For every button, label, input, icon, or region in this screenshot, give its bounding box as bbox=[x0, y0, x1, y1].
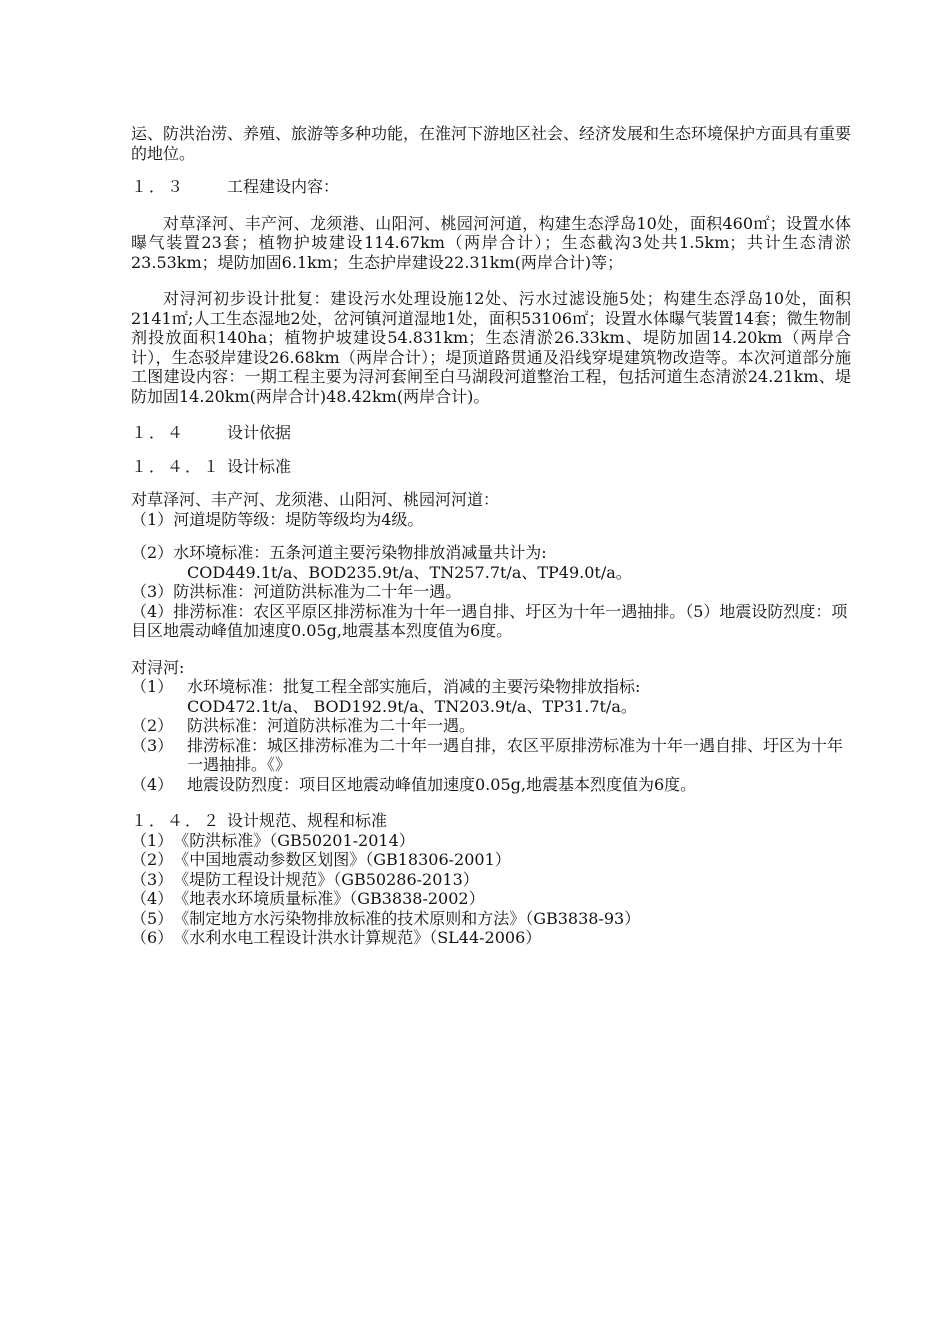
std-b-item-2 bbox=[131, 716, 851, 736]
section-heading-1-4 bbox=[131, 423, 851, 443]
item-text: 《地表水环境质量标准》（GB3838-2002） bbox=[173, 889, 485, 908]
document-page bbox=[131, 124, 851, 948]
section-heading-1-4-1 bbox=[131, 457, 851, 477]
river-b-intro: 对浔河: bbox=[131, 657, 185, 677]
section-number: １．３ bbox=[131, 177, 186, 196]
std-a-item-4 bbox=[131, 602, 851, 641]
item-label: （1） bbox=[131, 830, 174, 850]
item-text: 《堤防工程设计规范》（GB50286-2013） bbox=[173, 869, 479, 889]
section-title: 设计规范、规程和标准 bbox=[227, 811, 388, 830]
spec-item-1 bbox=[131, 831, 851, 851]
intro-paragraph-tail: 运、防洪治涝、养殖、旅游等多种功能，在淮河下游地区社会、经济发展和生态环境保护方面具有重要的地位。 bbox=[131, 124, 852, 163]
spec-item-6 bbox=[131, 928, 851, 948]
item-text: 《制定地方水污染物排放标准的技术原则和方法》（GB3838-93） bbox=[173, 908, 641, 928]
section-number: １．４．２ bbox=[131, 811, 222, 830]
std-a-item-3 bbox=[131, 582, 851, 602]
item-text: 排涝标准：农区平原区排涝标准为十年一遇自排、圩区为十年一遇抽排。（5）地震设防烈度：项目区地震动峰值加速度0.05g,地震基本烈度值为6度。 bbox=[131, 601, 848, 640]
item-text: 防洪标准：河道防洪标准为二十年一遇。 bbox=[173, 582, 462, 601]
rivers-a-intro: 对草泽河、丰产河、龙须港、山阳河、桃园河河道： bbox=[131, 490, 500, 509]
item-label: （2） bbox=[131, 716, 174, 735]
item-label: （5） bbox=[131, 908, 174, 928]
std-b-item-3 bbox=[131, 736, 851, 775]
section-title: 设计标准 bbox=[227, 456, 292, 476]
item-label: （4） bbox=[131, 889, 174, 908]
item-label: （3） bbox=[131, 735, 174, 755]
item-label: （6） bbox=[131, 928, 174, 947]
item-text: 地震设防烈度：项目区地震动峰值加速度0.05g,地震基本烈度值为6度。 bbox=[187, 774, 697, 794]
item-continuation: COD449.1t/a、BOD235.9t/a、TN257.7t/a、TP49.0t/a。 bbox=[187, 562, 632, 582]
spec-item-2 bbox=[131, 850, 851, 870]
section-title: 设计依据 bbox=[227, 423, 292, 442]
item-label: （1） bbox=[131, 677, 174, 696]
item-text: 水环境标准：批复工程全部实施后，消减的主要污染物排放指标: bbox=[187, 677, 641, 696]
item-label: （4） bbox=[131, 774, 174, 794]
item-label: （2） bbox=[131, 543, 174, 562]
section-heading-1-3 bbox=[131, 177, 851, 197]
std-a-item-2 bbox=[131, 543, 851, 582]
item-text: 排涝标准：城区排涝标准为二十年一遇自排，农区平原排涝标准为十年一遇自排、圩区为十年一遇抽排。《》 bbox=[187, 735, 844, 774]
item-label: （2） bbox=[131, 850, 174, 869]
item-text: 防洪标准：河道防洪标准为二十年一遇。 bbox=[187, 716, 476, 735]
std-b-item-4 bbox=[131, 775, 851, 795]
construction-paragraph-1: 对草泽河、丰产河、龙须港、山阳河、桃园河河道，构建生态浮岛10处，面积460㎡；设置水体曝气装置23套；植物护坡建设114.67km（两岸合计）；生态截沟3处共1.5km；共计生态清淤23.53km；堤防加固6.1km；生态护岸建设22.31km(两岸合计)等； bbox=[131, 213, 851, 272]
item-text: 《水利水电工程设计洪水计算规范》（SL44-2006） bbox=[173, 928, 542, 947]
std-a-item-1 bbox=[131, 510, 851, 530]
item-text: 河道堤防等级：堤防等级均为4级。 bbox=[173, 509, 424, 529]
item-text: 《中国地震动参数区划图》（GB18306-2001） bbox=[173, 850, 511, 869]
section-number: １．４．１ bbox=[131, 456, 222, 476]
item-label: （3） bbox=[131, 582, 174, 601]
item-label: （1） bbox=[131, 509, 174, 529]
construction-paragraph-2: 对浔河初步设计批复：建设污水处理设施12处、污水过滤设施5处；构建生态浮岛10处，面积2141㎡;人工生态湿地2处，岔河镇河道湿地1处，面积53106㎡；设置水体曝气装置14套；微生物制剂投放面积140ha；植物护坡建设54.831km；生态清淤26.33km、堤防加固14.20km（两岸合计），生态驳岸建设26.68km（两岸合计）；堤顶道路贯通及沿线穿堤建筑物改造等。本次河道部分施工图建设内容：一期工程主要为浔河套闸至白马湖段河道整治工程，包括河道生态清淤24.21km、堤防加固14.20km(两岸合计)48.42km(两岸合计)。 bbox=[131, 289, 851, 406]
item-label: （4） bbox=[131, 601, 174, 621]
spec-item-3 bbox=[131, 870, 851, 890]
std-b-item-1 bbox=[131, 677, 851, 716]
item-continuation: COD472.1t/a、 BOD192.9t/a、TN203.9t/a、TP31.7t/a。 bbox=[187, 696, 637, 716]
item-text: 水环境标准：五条河道主要污染物排放消减量共计为: bbox=[173, 543, 547, 562]
section-number: １．４ bbox=[131, 423, 186, 442]
spec-item-5 bbox=[131, 909, 851, 929]
item-label: （3） bbox=[131, 869, 174, 889]
section-heading-1-4-2 bbox=[131, 811, 851, 831]
section-title: 工程建设内容： bbox=[227, 177, 340, 196]
spec-item-4 bbox=[131, 889, 851, 909]
item-text: 《防洪标准》（GB50201-2014） bbox=[173, 830, 415, 850]
